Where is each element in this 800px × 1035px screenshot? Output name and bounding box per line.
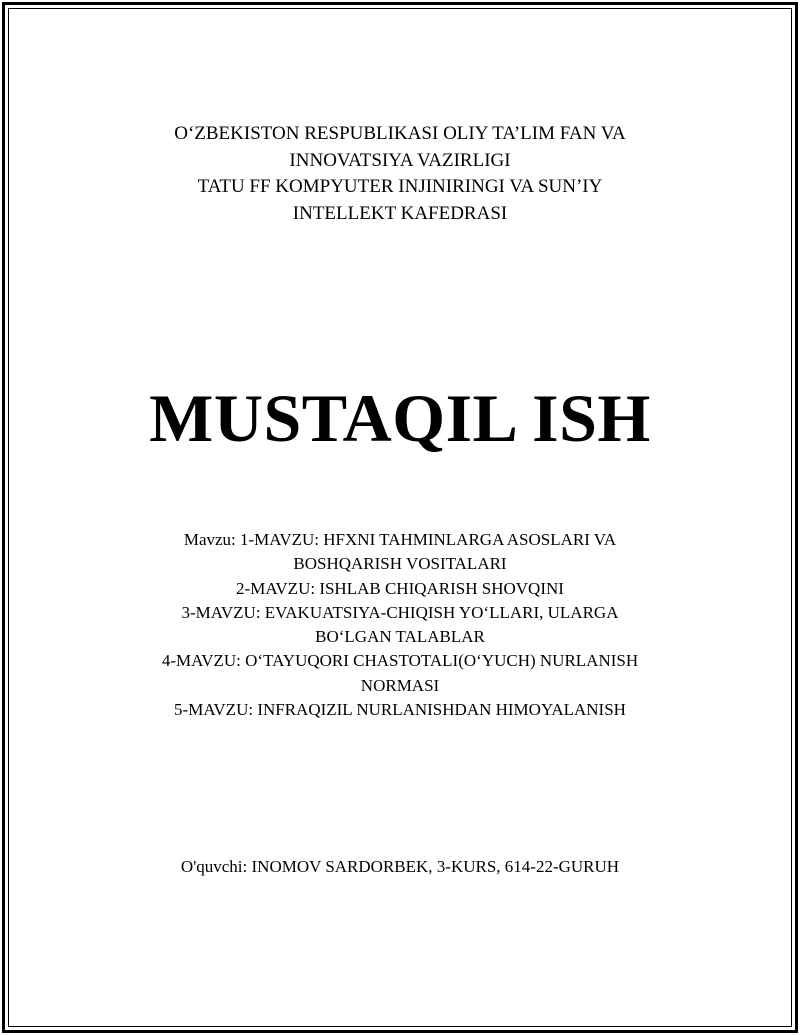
header-line: INNOVATSIYA VAZIRLIGI <box>289 149 511 171</box>
header-line: O‘ZBEKISTON RESPUBLIKASI OLIY TA’LIM FAN VA <box>174 123 626 144</box>
topic-line: 5-MAVZU: INFRAQIZIL NURLANISHDAN HIMOYALANISH <box>174 700 626 720</box>
student-info: O'quvchi: INOMOV SARDORBEK, 3-KURS, 614-22-GURUH <box>180 857 620 876</box>
topic-line: 2-MAVZU: ISHLAB CHIQARISH SHOVQINI <box>236 578 564 598</box>
header-line: TATU FF KOMPYUTER INJINIRINGI VA SUN’IY <box>197 176 603 197</box>
topic-line: Mavzu: 1-MAVZU: HFXNI TAHMINLARGA ASOSLARI VA <box>183 530 617 549</box>
topic-line: 3-MAVZU: EVAKUATSIYA-CHIQISH YO‘LLARI, ULARGA <box>181 602 619 622</box>
document-title: MUSTAQIL ISH <box>149 380 651 456</box>
topics-list <box>100 528 700 722</box>
topic-line: 4-MAVZU: O‘TAYUQORI CHASTOTALI(O‘YUCH) NURLANISH <box>161 651 639 671</box>
ministry-header <box>100 121 700 227</box>
topic-line: NORMASI <box>360 675 440 695</box>
topic-line: BOSHQARISH VOSITALARI <box>293 554 507 574</box>
topic-line: BO‘LGAN TALABLAR <box>315 627 485 647</box>
header-line: INTELLEKT KAFEDRASI <box>292 202 508 224</box>
